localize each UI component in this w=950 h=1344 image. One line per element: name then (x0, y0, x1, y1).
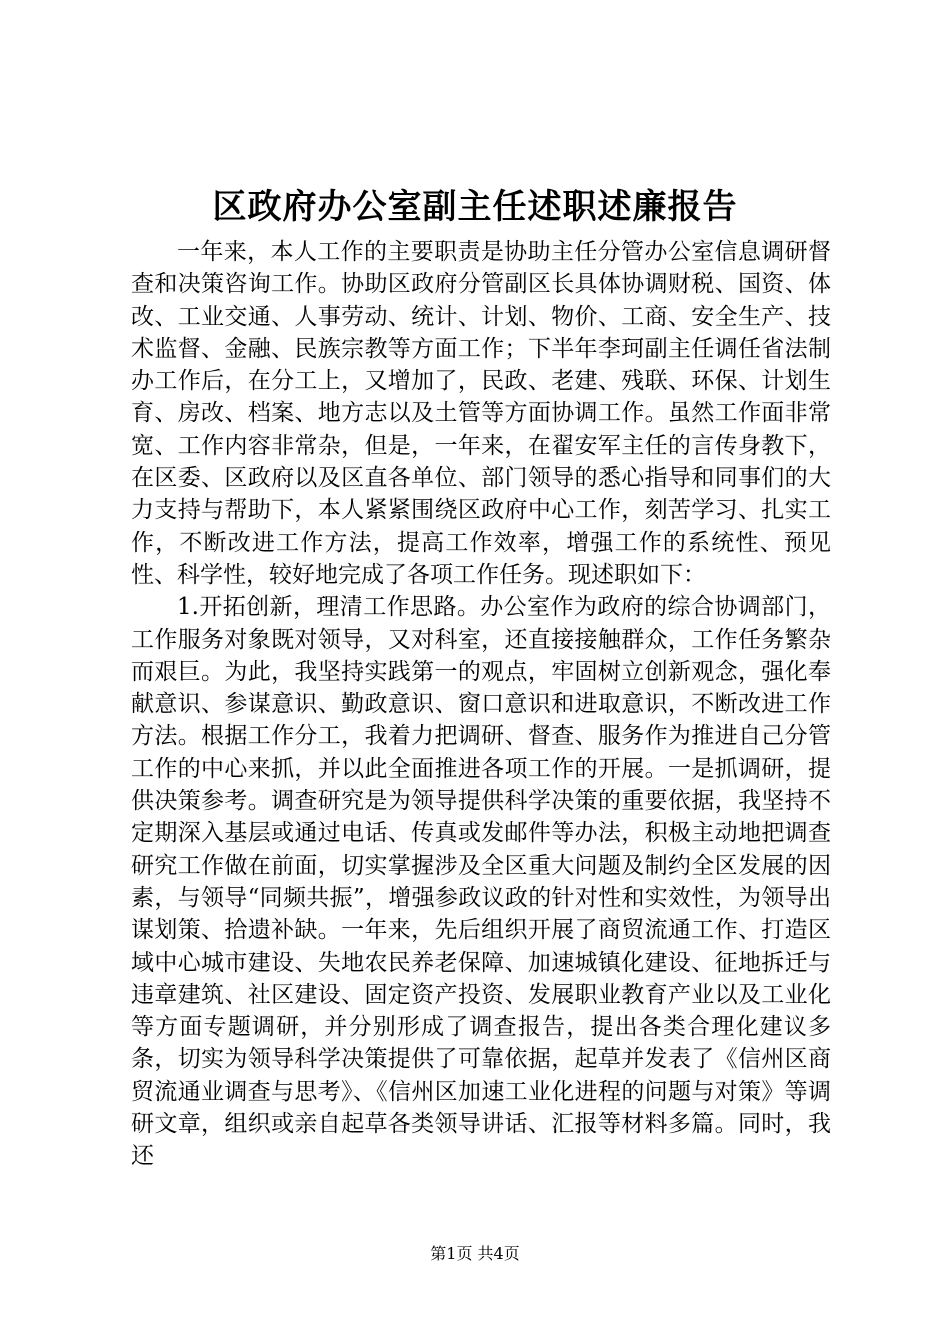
paragraph-section-1: 1.开拓创新，理清工作思路。办公室作为政府的综合协调部门，工作服务对象既对领导，又对科室，还直接接触群众，工作任务繁杂而艰巨。为此，我坚持实践第一的观点，牢固树立创新观念，强化奉献意识、参谋意识、勤政意识、窗口意识和进取意识，不断改进工作方法。根据工作分工，我着力把调研、督查、服务作为推进自己分管工作的中心来抓，并以此全面推进各项工作的开展。一是抓调研，提供决策参考。调查研究是为领导提供科学决策的重要依据，我坚持不定期深入基层或通过电话、传真或发邮件等办法，积极主动地把调查研究工作做在前面，切实掌握涉及全区重大问题及制约全区发展的因素，与领导“同频共振”，增强参政议政的针对性和实效性，为领导出谋划策、拾遗补缺。一年来，先后组织开展了商贸流通工作、打造区域中心城市建设、失地农民养老保障、加速城镇化建设、征地拆迁与违章建筑、社区建设、固定资产投资、发展职业教育产业以及工业化等方面专题调研，并分别形成了调查报告，提出各类合理化建议多条，切实为领导科学决策提供了可靠依据，起草并发表了《信州区商贸流通业调查与思考》、《信州区加速工业化进程的问题与对策》等调研文章，组织或亲自起草各类领导讲话、汇报等材料多篇。同时，我还 (131, 594, 831, 1170)
document-body (131, 236, 831, 1173)
paragraph-intro: 一年来，本人工作的主要职责是协助主任分管办公室信息调研督查和决策咨询工作。协助区政府分管副区长具体协调财税、国资、体改、工业交通、人事劳动、统计、计划、物价、工商、安全生产、技术监督、金融、民族宗教等方面工作；下半年李珂副主任调任省法制办工作后，在分工上，又增加了，民政、老建、残联、环保、计划生育、房改、档案、地方志以及土管等方面协调工作。虽然工作面非常宽、工作内容非常杂，但是，一年来，在翟安军主任的言传身教下，在区委、区政府以及区直各单位、部门领导的悉心指导和同事们的大力支持与帮助下，本人紧紧围绕区政府中心工作，刻苦学习、扎实工作，不断改进工作方法，提高工作效率，增强工作的系统性、预见性、科学性，较好地完成了各项工作任务。现述职如下： (131, 239, 831, 588)
page-footer: 第1页 共4页 (430, 1244, 520, 1263)
document-title: 区政府办公室副主任述职述廉报告 (212, 187, 738, 227)
